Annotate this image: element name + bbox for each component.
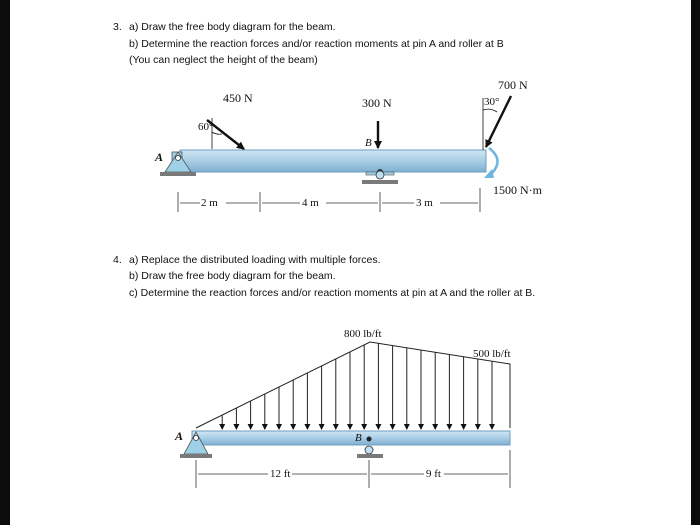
load-800-label: 800 lb/ft	[344, 328, 382, 340]
dimension-12ft-label: 12 ft	[270, 468, 291, 480]
dimension-9ft-label: 9 ft	[426, 468, 441, 480]
problem-3-part-b: b) Determine the reaction forces and/or reaction moments at pin A and roller at B	[129, 38, 504, 50]
problem-3-note: (You can neglect the height of the beam)	[129, 54, 318, 66]
distributed-load-arrows	[222, 343, 492, 429]
dimension-line-4	[196, 450, 510, 488]
load-300-label: 300 N	[362, 96, 392, 110]
problem-3-number: 3.	[113, 21, 122, 33]
support-b-label: B	[365, 137, 372, 149]
distributed-load-outline	[196, 342, 510, 428]
load-700-label: 700 N	[498, 78, 528, 92]
angle-30-label: 30°	[484, 96, 500, 108]
load-450-label: 450 N	[223, 91, 253, 105]
dimension-3m-label: 3 m	[416, 197, 433, 209]
dimension-4m-label: 4 m	[302, 197, 319, 209]
dimension-2m-label: 2 m	[201, 197, 218, 209]
problem-3-part-a: a) Draw the free body diagram for the beam.	[129, 21, 336, 33]
problem-4-part-c: c) Determine the reaction forces and/or reaction moments at pin at A and the roller at B.	[129, 287, 536, 299]
load-500-label: 500 lb/ft	[473, 348, 511, 360]
support-a-label: A	[155, 150, 164, 164]
problem-4-number: 4.	[113, 254, 122, 266]
support-a-label-4: A	[175, 429, 184, 443]
support-b-label-4: B	[355, 432, 362, 444]
problem-4-part-b: b) Draw the free body diagram for the beam.	[129, 270, 336, 282]
moment-label: 1500 N·m	[493, 183, 542, 197]
problem-4-part-a: a) Replace the distributed loading with multiple forces.	[129, 254, 381, 266]
angle-60-label: 60°	[198, 121, 214, 133]
beam-4	[192, 431, 510, 445]
